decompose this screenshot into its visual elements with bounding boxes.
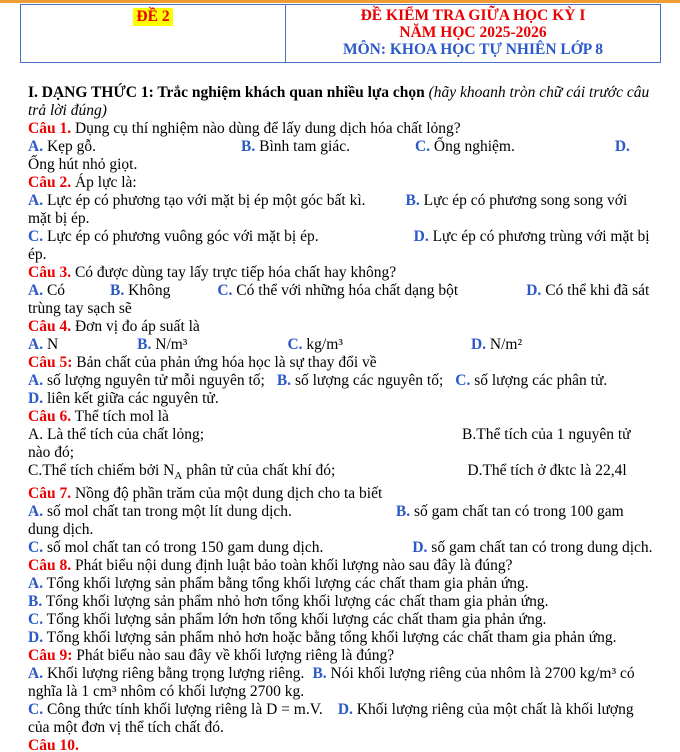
option-letter: B. [110,282,125,299]
question-line [28,737,654,752]
option-text: Tổng khối lượng sản phẩm nhỏ hơn tổng khối lượng các chất tham gia phản ứng. [42,593,549,611]
option-text: Lực ép có phương vuông góc với mặt bị ép. [43,228,319,245]
top-accent-bar [0,0,680,3]
tab-spacer [335,474,467,475]
exam-title-line3: MÔN: KHOA HỌC TỰ NHIÊN LỚP 8 [342,41,604,58]
option-letter: B. [276,372,292,389]
question [28,174,654,264]
tab-spacer [65,294,110,295]
options-row [28,192,654,228]
option [28,629,616,646]
option-text: Ống hút nhỏ giọt. [28,156,138,173]
question-label: Câu 10. [28,737,79,752]
option-letter: C. [28,228,44,245]
option [28,390,219,407]
question-label: Câu 4. [28,318,72,335]
option-letter: B. [395,503,411,521]
tab-spacer [96,150,241,151]
option-letter: B. [241,138,256,155]
option-letter: B. [405,192,420,209]
option-text: Công thức tính khối lượng riêng là D = m.V. [43,701,323,719]
option [28,372,265,389]
section-heading-italic: (hãy khoanh tròn chữ cái trước câu trả lời đúng) [28,84,650,119]
question-stem: Dụng cụ thí nghiệm nào dùng để lấy dung dịch hóa chất lỏng? [71,120,461,137]
option-letter: C. [455,372,471,389]
option [28,138,96,155]
option [28,593,548,610]
options-row [28,539,654,557]
option [415,138,515,155]
option-text: N/m² [486,336,523,353]
question-label: Câu 6. [28,408,72,425]
option-letter: A. [28,336,44,353]
options-row [28,629,654,647]
section-heading-bold: I. DẠNG THỨC 1: Trắc nghiệm khách quan nhiều lựa chọn [28,84,425,101]
question-stem: Phát biểu nội dung định luật bảo toàn khối lượng nào sau đây là đúng? [71,557,513,575]
option-text: Khối lượng riêng của một chất là khối lượng của một đơn vị thể tích chất đó. [28,701,634,737]
options-row [28,503,654,539]
option-letter: C. [28,701,44,719]
question-label: Câu 1. [28,120,72,137]
option-text: Thể tích chiếm bởi N [42,462,175,479]
option [28,503,292,520]
options-row [28,372,654,390]
tab-spacer [458,294,526,295]
tab-spacer [187,348,287,349]
options-row [28,701,654,737]
exam-title-line1: ĐỀ KIỂM TRA GIỮA HỌC KỲ I [360,7,586,24]
options-row [28,336,654,354]
option-letter: B. [28,593,43,611]
option-letter: D. [467,462,483,479]
question-stem: Áp lực là: [71,174,137,191]
options-row [28,426,654,462]
option-letter: B. [462,426,477,443]
option-letter: C. [217,282,233,299]
question-label: Câu 3. [28,264,72,281]
option-text: số mol chất tan trong một lít dung dịch. [43,503,292,521]
option [28,426,204,443]
option [28,701,323,718]
option-letter: D. [614,138,630,155]
question [28,557,654,647]
option-letter: A. [28,503,44,521]
question [28,318,654,354]
question-stem: Đơn vị đo áp suất là [71,318,200,335]
tab-spacer [343,348,471,349]
option [28,228,319,245]
option [110,282,170,299]
tab-spacer [319,240,414,241]
options-row [28,282,654,318]
option-text: Lực ép có phương song song với mặt bị ép. [28,192,628,227]
option-letter: A. [28,575,44,593]
option-text: Có thể khi đã sát trùng tay sạch sẽ [28,282,650,317]
option-text: Nói khối lượng riêng của nhôm là 2700 kg/m³ có nghĩa là 1 cm³ nhôm có khối lượng 2700 kg. [28,665,635,701]
option-text: Kẹp gỗ. [43,138,97,155]
question [28,408,654,485]
option [241,138,350,155]
question-label: Câu 2. [28,174,72,191]
tab-spacer [323,551,412,552]
question-stem: Phát biểu nào sau đây về khối lượng riêng là đúng? [72,647,395,665]
option-letter: A. [28,138,44,155]
option-letter: A. [28,426,44,443]
option-text: số lượng các nguyên tố; [291,372,444,389]
option-text: Tổng khối lượng sản phẩm nhỏ hơn hoặc bằng tổng khối lượng các chất tham gia phản ứng. [43,629,617,647]
options-row [28,593,654,611]
option-letter: C. [28,539,44,557]
option-text: N [43,336,59,353]
option-letter: D. [337,701,353,719]
option-text: Không [124,282,171,299]
question-line [28,354,654,372]
option [137,336,187,353]
question [28,647,654,737]
option-letter: A. [28,372,44,389]
question [28,737,654,752]
exam-title-cell [286,5,660,62]
option [277,372,443,389]
option [28,462,336,483]
tab-spacer [323,713,338,714]
option-text: Tổng khối lượng sản phẩm lớn hơn tổng khối lượng các chất tham gia phản ứng. [43,611,547,629]
option-text: phân tử của chất khí đó; [182,462,336,479]
tab-spacer [366,204,406,205]
option-text: Lực ép có phương trùng với mặt bị ép. [28,228,650,263]
question-stem: Bản chất của phản ứng hóa học là sự thay đổi về [72,354,377,371]
question-label: Câu 7. [28,485,72,503]
question-line [28,264,654,282]
option [28,282,65,299]
option [455,372,607,389]
question [28,120,654,174]
option-text: số lượng các phân tử. [470,372,608,389]
option-letter: D. [28,390,44,407]
options-row [28,228,654,264]
options-row [28,462,654,485]
question [28,354,654,408]
question-line [28,647,654,665]
question-stem: Có được dùng tay lấy trực tiếp hóa chất hay không? [71,264,397,281]
question-label: Câu 5: [28,354,73,371]
section-heading [28,84,654,120]
option-letter: C. [28,462,43,479]
tab-spacer [170,294,217,295]
option-letter: A. [28,282,44,299]
option-letter: B. [137,336,152,353]
option [28,575,529,592]
question-stem: Thể tích mol là [71,408,169,425]
question [28,485,654,557]
option-letter: C. [28,611,44,629]
exam-body [0,63,680,752]
option-text: Ống nghiệm. [430,138,515,155]
option [467,462,626,479]
options-row [28,138,654,174]
option [287,336,342,353]
question-label: Câu 9: [28,647,73,665]
tab-spacer [292,515,396,516]
option-text: số gam chất tan có trong dung dịch. [427,539,653,557]
option-letter: D. [28,629,44,647]
option-text: kg/m³ [302,336,343,353]
question-stem: Nồng độ phần trăm của một dung dịch cho ta biết [71,485,383,503]
option [28,336,58,353]
option-text: N/m³ [151,336,188,353]
option [471,336,522,353]
options-row [28,665,654,701]
question-line [28,485,654,503]
exam-number-label: ĐỀ 2 [133,8,172,26]
question-line [28,120,654,138]
tab-spacer [350,150,415,151]
option-text: Lực ép có phương tạo với mặt bị ép một góc bất kì. [43,192,366,209]
option-text: số lượng nguyên tử mỗi nguyên tố; [43,372,265,389]
question-line [28,408,654,426]
option-text: Thể tích của 1 nguyên tử nào đó; [28,426,631,461]
option-text: liên kết giữa các nguyên tử. [43,390,219,407]
question-label: Câu 8. [28,557,72,575]
option-text: Có [43,282,66,299]
option [28,539,323,556]
question [28,264,654,318]
option-text: Tổng khối lượng sản phẩm bằng tổng khối lượng các chất tham gia phản ứng. [43,575,529,593]
option-text: số gam chất tan có trong 100 gam dung dịch. [28,503,624,539]
option-letter: C. [414,138,431,155]
option-letter: D. [526,282,542,299]
exam-title-line2: NĂM HỌC 2025-2026 [399,24,547,41]
option-letter: A. [28,192,44,209]
option-letter: D. [413,228,429,245]
option-text: Bình tam giác. [255,138,350,155]
options-row [28,611,654,629]
tab-spacer [443,384,455,385]
option [217,282,458,299]
option-text: Khối lượng riêng bằng trọng lượng riêng. [43,665,305,683]
option-text: Là thể tích của chất lỏng; [43,426,205,443]
exam-number-cell [21,5,286,62]
option-text: Có thể với những hóa chất dạng bột [232,282,459,299]
option-letter: A. [28,665,44,683]
option [28,192,366,209]
option [412,539,652,556]
question-line [28,174,654,192]
option-letter: D. [470,336,487,353]
exam-header-table [20,4,661,63]
tab-spacer [58,348,137,349]
option-text: số mol chất tan có trong 150 gam dung dịch. [43,539,324,557]
options-row [28,390,654,408]
tab-spacer [204,438,462,439]
options-row [28,575,654,593]
option [28,611,546,628]
tab-spacer [265,384,277,385]
tab-spacer [515,150,615,151]
option-letter: C. [287,336,303,353]
option-letter: B. [312,665,327,683]
option [28,665,304,682]
question-line [28,318,654,336]
question-line [28,557,654,575]
subscript-A: A [174,470,183,483]
option-letter: D. [412,539,428,557]
option-text: Thể tích ở đktc là 22,4l [482,462,627,479]
